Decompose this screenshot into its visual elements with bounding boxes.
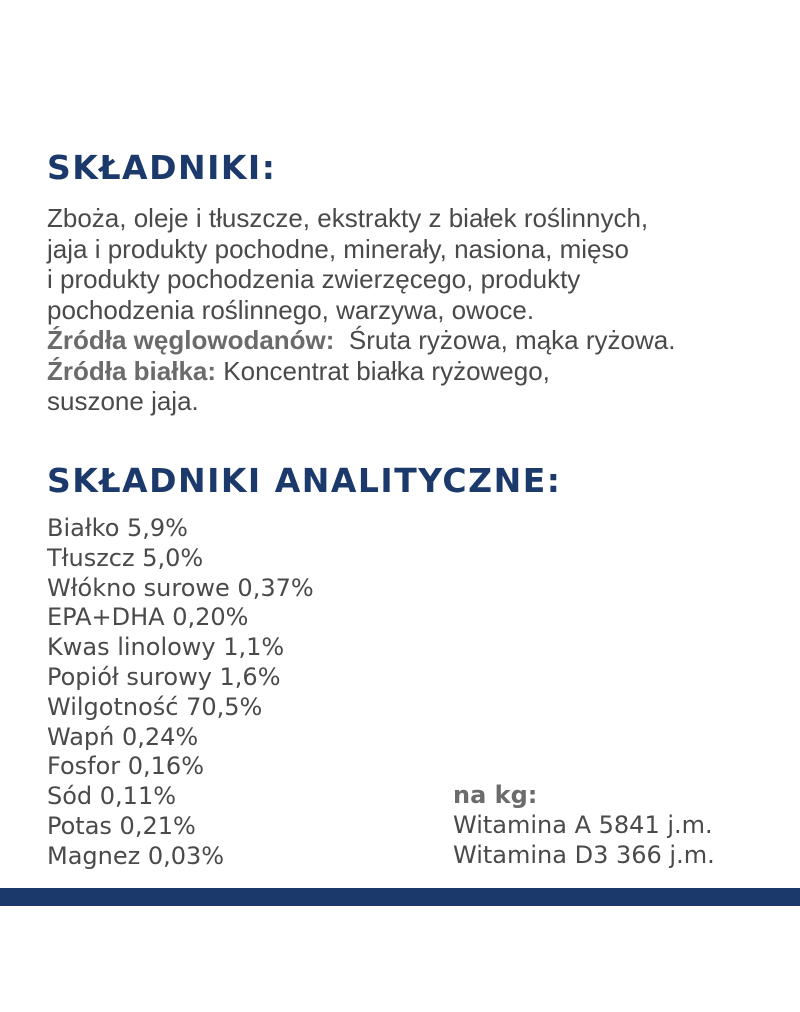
protein-text: Koncentrat białka ryżowego, (223, 355, 550, 386)
analytics-item: Tłuszcz 5,0% (47, 543, 204, 572)
analytics-item: Fosfor 0,16% (47, 752, 205, 781)
ingredients-line: Zboża, oleje i tłuszcze, ekstrakty z białek roślinnych, (47, 203, 649, 233)
protein-text-continued: suszone jaja. (47, 386, 199, 416)
analytics-list (47, 514, 314, 872)
analytics-item: Wilgotność 70,5% (47, 692, 263, 721)
ingredients-line: i produkty pochodzenia zwierzęcego, produkty (47, 264, 581, 294)
analytics-item: Popiół surowy 1,6% (47, 662, 281, 691)
analytics-item: Wapń 0,24% (47, 722, 199, 751)
per-kg-title: na kg: (453, 781, 538, 809)
analytics-item: Sód 0,11% (47, 782, 177, 811)
analytics-item: Potas 0,21% (47, 811, 196, 840)
protein-label: Źródła białka: (47, 355, 217, 386)
carbs-label: Źródła węglowodanów: (47, 325, 335, 355)
analytics-item: Kwas linolowy 1,1% (47, 633, 285, 662)
analytics-item: EPA+DHA 0,20% (47, 603, 249, 632)
carbs-sources (47, 325, 777, 356)
analytics-item: Białko 5,9% (47, 514, 188, 542)
ingredients-heading: SKŁADNIKI: (47, 148, 277, 187)
ingredients-line: jaja i produkty pochodne, minerały, nasiona, mięso (47, 233, 629, 264)
ingredients-section (47, 203, 777, 417)
bottom-divider-bar (0, 888, 800, 906)
per-kg-section (453, 781, 715, 870)
ingredients-line: pochodzenia roślinnego, warzywa, owoce. (47, 294, 535, 325)
per-kg-item: Witamina D3 366 j.m. (453, 840, 715, 869)
protein-sources (47, 356, 777, 387)
carbs-text: Śruta ryżowa, mąka ryżowa. (348, 325, 676, 355)
analytics-item: Włókno surowe 0,37% (47, 573, 314, 602)
per-kg-item: Witamina A 5841 j.m. (453, 810, 713, 839)
analytics-item: Magnez 0,03% (47, 841, 225, 870)
analytics-heading: SKŁADNIKI ANALITYCZNE: (47, 461, 562, 500)
